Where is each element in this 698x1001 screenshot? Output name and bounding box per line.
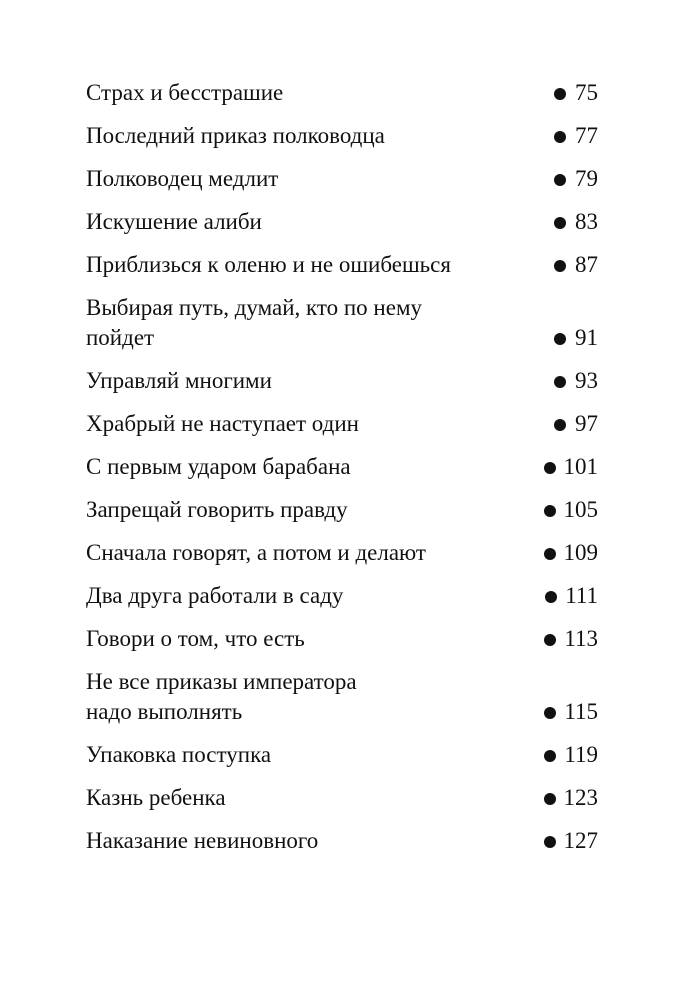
toc-entry-page-ref (554, 78, 598, 108)
toc-entry-page-number: 87 (575, 252, 598, 277)
toc-entry (86, 826, 598, 856)
toc-entry-page-number: 111 (565, 583, 598, 608)
toc-entry-title (86, 783, 544, 813)
toc-entry-page-ref (554, 366, 598, 396)
toc-entry-page-ref (544, 624, 598, 654)
bullet-dot-icon (554, 131, 566, 143)
toc-entry-page-number: 113 (564, 626, 598, 651)
toc-entry (86, 783, 598, 813)
toc-entry-title-line: Говори о том, что есть (86, 626, 305, 651)
toc-entry-page-number: 101 (563, 454, 598, 479)
toc-entry-page-number: 79 (575, 166, 598, 191)
toc-entry-page-ref (554, 323, 598, 353)
toc-entry-page-ref (544, 740, 598, 770)
toc-entry-title (86, 164, 554, 194)
toc-entry-title (86, 121, 554, 151)
toc-entry-title (86, 366, 554, 396)
toc-entry-page-number: 97 (575, 411, 598, 436)
toc-entry-page-number: 91 (575, 325, 598, 350)
toc-entry-page-ref (554, 409, 598, 439)
bullet-dot-icon (544, 793, 556, 805)
toc-entry-title-line: Последний приказ полководца (86, 123, 385, 148)
toc-entry (86, 78, 598, 108)
toc-entry (86, 409, 598, 439)
toc-entry-page-ref (545, 581, 598, 611)
toc-entry-title-line: Храбрый не наступает один (86, 411, 359, 436)
bullet-dot-icon (554, 260, 566, 272)
toc-entry-title-line: Два друга работали в саду (86, 583, 344, 608)
bullet-dot-icon (554, 217, 566, 229)
toc-entry (86, 538, 598, 568)
toc-entry-title (86, 538, 544, 568)
toc-entry-title-line: Не все приказы императора (86, 669, 357, 694)
toc-entry-title-line: Приблизься к оленю и не ошибешься (86, 252, 451, 277)
bullet-dot-icon (544, 634, 556, 646)
bullet-dot-icon (554, 333, 566, 345)
bullet-dot-icon (544, 707, 556, 719)
toc-entry-title-line: Казнь ребенка (86, 785, 226, 810)
bullet-dot-icon (544, 462, 556, 474)
toc-entry-page-ref (554, 207, 598, 237)
toc-entry-page-ref (554, 250, 598, 280)
toc-entry (86, 452, 598, 482)
toc-entry (86, 581, 598, 611)
toc-entry-title (86, 409, 554, 439)
bullet-dot-icon (554, 88, 566, 100)
bullet-dot-icon (554, 174, 566, 186)
toc-entry-title (86, 452, 544, 482)
toc-entry-title (86, 495, 544, 525)
toc-entry (86, 624, 598, 654)
toc-entry-page-number: 105 (563, 497, 598, 522)
toc-entry-page-number: 109 (563, 540, 598, 565)
toc-entry-title-line: Управляй многими (86, 368, 272, 393)
toc-entry-title-line: Полководец медлит (86, 166, 279, 191)
toc-entry-page-number: 127 (563, 828, 598, 853)
toc-entry (86, 740, 598, 770)
toc-entry (86, 164, 598, 194)
toc-entry-page-number: 75 (575, 80, 598, 105)
toc-entry-title-line: Сначала говорят, а потом и делают (86, 540, 426, 565)
toc-entry-page-ref (544, 495, 599, 525)
toc-entry-title-line: Упаковка поступка (86, 742, 272, 767)
toc-entry (86, 250, 598, 280)
toc-entry-title (86, 250, 554, 280)
toc-entry-title-line: Запрещай говорить правду (86, 497, 348, 522)
toc-entry-title-line: С первым ударом барабана (86, 454, 351, 479)
toc-entry-title-line: Выбирая путь, думай, кто по нему (86, 295, 423, 320)
toc-entry (86, 293, 598, 353)
toc-entry-page-ref (544, 452, 599, 482)
toc-entry-title-line: пойдет (86, 325, 155, 350)
toc-entry-title-line: Страх и бесстрашие (86, 80, 284, 105)
toc-entry-page-ref (544, 826, 599, 856)
toc-entry (86, 207, 598, 237)
toc-entry-title (86, 624, 544, 654)
toc-entry-page-number: 119 (564, 742, 598, 767)
bullet-dot-icon (545, 591, 557, 603)
toc-entry-title (86, 667, 544, 727)
bullet-dot-icon (544, 836, 556, 848)
toc-entry-title (86, 826, 544, 856)
toc-entry-title (86, 293, 554, 353)
toc-entry (86, 121, 598, 151)
toc-entry-title (86, 207, 554, 237)
toc-entry-page-ref (544, 697, 598, 727)
toc-entry-title-line: надо выполнять (86, 699, 243, 724)
toc-entry-page-ref (554, 121, 598, 151)
toc-entry-title-line: Искушение алиби (86, 209, 262, 234)
table-of-contents (86, 78, 598, 869)
toc-entry-page-ref (544, 538, 599, 568)
toc-entry-title-line: Наказание невиновного (86, 828, 319, 853)
toc-entry (86, 495, 598, 525)
bullet-dot-icon (554, 376, 566, 388)
toc-entry-page-ref (544, 783, 599, 813)
toc-entry-page-ref (554, 164, 598, 194)
bullet-dot-icon (544, 505, 556, 517)
bullet-dot-icon (544, 750, 556, 762)
toc-entry-title (86, 78, 554, 108)
toc-entry-title (86, 581, 545, 611)
bullet-dot-icon (544, 548, 556, 560)
toc-entry-page-number: 115 (564, 699, 598, 724)
toc-entry-page-number: 93 (575, 368, 598, 393)
toc-entry-page-number: 77 (575, 123, 598, 148)
bullet-dot-icon (554, 419, 566, 431)
toc-entry (86, 366, 598, 396)
toc-entry (86, 667, 598, 727)
toc-entry-title (86, 740, 544, 770)
toc-entry-page-number: 83 (575, 209, 598, 234)
toc-entry-page-number: 123 (563, 785, 598, 810)
